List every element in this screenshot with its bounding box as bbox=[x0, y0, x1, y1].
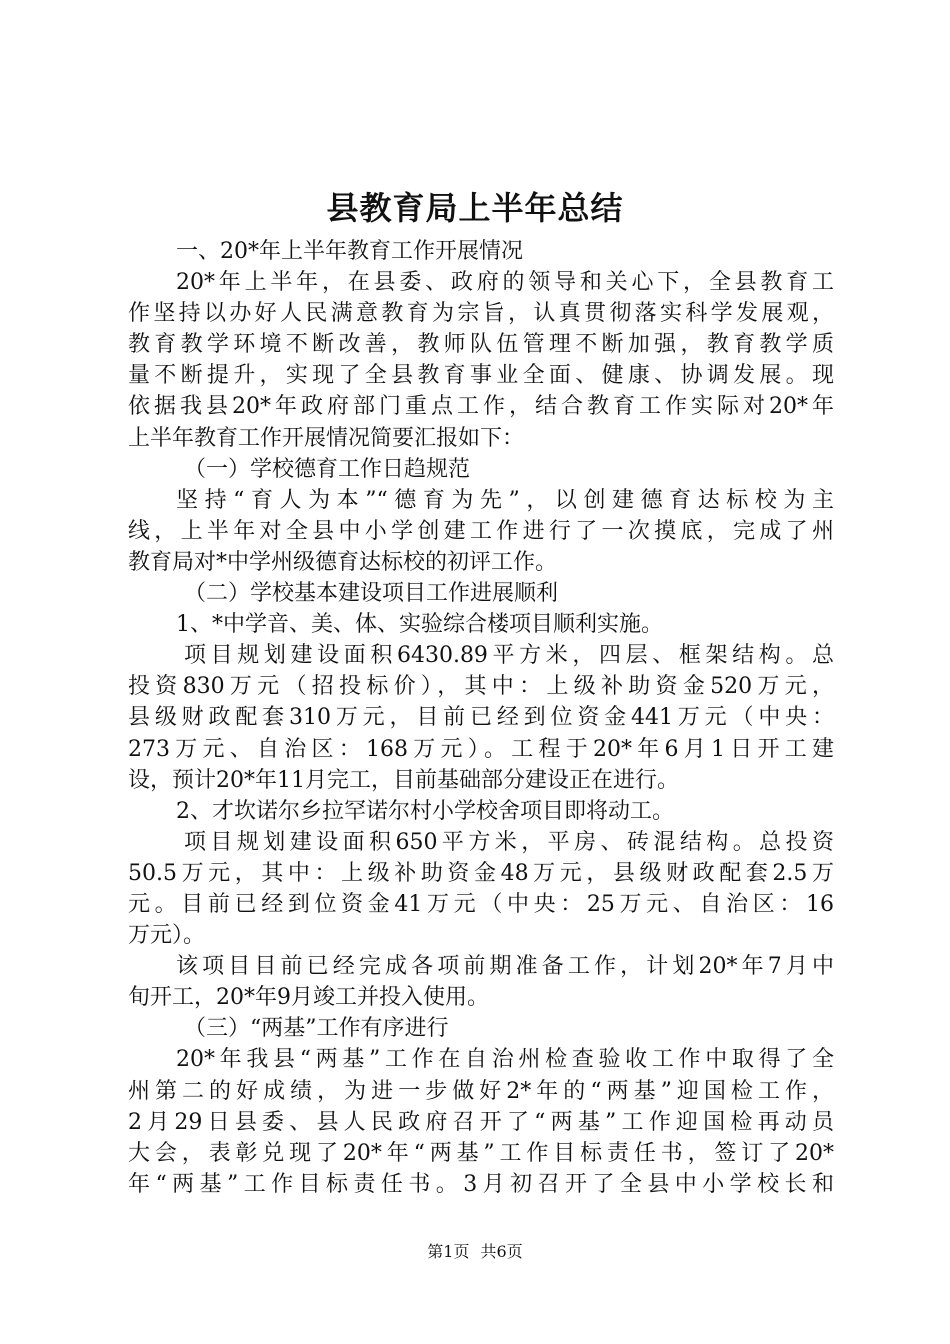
item-heading: 2、才坎诺尔乡拉罕诺尔村小学校舍项目即将动工。 bbox=[176, 798, 674, 824]
paragraph-line: 教育教学环境不断改善，教师队伍管理不断加强，教育教学质 bbox=[128, 332, 834, 358]
paragraph-line: 年“两基”工作目标责任书。3月初召开了全县中小学校长和 bbox=[128, 1171, 834, 1197]
paragraph-line: 20*年上半年，在县委、政府的领导和关心下，全县教育工 bbox=[176, 270, 834, 296]
paragraph-line: 线，上半年对全县中小学创建工作进行了一次摸底，完成了州 bbox=[128, 518, 834, 544]
paragraph-line: 量不断提升，实现了全县教育事业全面、健康、协调发展。现 bbox=[128, 363, 834, 389]
paragraph-line: 旬开工，20*年9月竣工并投入使用。 bbox=[128, 985, 489, 1011]
paragraph-line: 教育局对*中学州级德育达标校的初评工作。 bbox=[128, 549, 558, 575]
paragraph-line: 上半年教育工作开展情况简要汇报如下： bbox=[128, 425, 525, 451]
paragraph-line: 万元）。 bbox=[128, 923, 206, 949]
subsection-heading: （二）学校基本建设项目工作进展顺利 bbox=[184, 581, 559, 607]
paragraph-line: 投资830万元（招投标价），其中：上级补助资金520万元， bbox=[128, 674, 834, 700]
subsection-heading: （一）学校德育工作日趋规范 bbox=[184, 456, 471, 482]
paragraph-line: 项目规划建设面积650平方米，平房、砖混结构。总投资 bbox=[184, 829, 834, 855]
paragraph-line: 作坚持以办好人民满意教育为宗旨，认真贯彻落实科学发展观， bbox=[128, 301, 834, 327]
paragraph-line: 县级财政配套310万元，目前已经到位资金441万元（中央： bbox=[128, 705, 834, 731]
paragraph-line: 坚持“育人为本”“德育为先”，以创建德育达标校为主 bbox=[176, 487, 834, 513]
paragraph-line: 元。目前已经到位资金41万元（中央：25万元、自治区：16 bbox=[128, 891, 834, 917]
page-footer: 第1页 共6页 bbox=[427, 1242, 523, 1261]
document-body bbox=[128, 236, 834, 1200]
paragraph-line: 大会，表彰兑现了20*年“两基”工作目标责任书，签订了20* bbox=[128, 1140, 834, 1166]
item-heading: 1、*中学音、美、体、实验综合楼项目顺利实施。 bbox=[176, 612, 663, 638]
paragraph-line: 依据我县20*年政府部门重点工作，结合教育工作实际对20*年 bbox=[128, 394, 834, 420]
document-title: 县教育局上半年总结 bbox=[326, 189, 624, 227]
paragraph-line: 50.5万元，其中：上级补助资金48万元，县级财政配套2.5万 bbox=[128, 860, 834, 886]
paragraph-line: 州第二的好成绩，为进一步做好2*年的“两基”迎国检工作， bbox=[128, 1078, 834, 1104]
paragraph-line: 273万元、自治区：168万元）。工程于20*年6月1日开工建 bbox=[128, 736, 834, 762]
section-heading: 一、20*年上半年教育工作开展情况 bbox=[176, 239, 523, 264]
paragraph-line: 该项目目前已经完成各项前期准备工作，计划20*年7月中 bbox=[176, 954, 834, 980]
paragraph-line: 项目规划建设面积6430.89平方米，四层、框架结构。总 bbox=[184, 643, 834, 669]
paragraph-line: 设，预计20*年11月完工，目前基础部分建设正在进行。 bbox=[128, 767, 679, 793]
paragraph-line: 20*年我县“两基”工作在自治州检查验收工作中取得了全 bbox=[176, 1047, 834, 1073]
subsection-heading: （三）“两基”工作有序进行 bbox=[184, 1016, 449, 1042]
paragraph-line: 2月29日县委、县人民政府召开了“两基”工作迎国检再动员 bbox=[128, 1109, 834, 1135]
